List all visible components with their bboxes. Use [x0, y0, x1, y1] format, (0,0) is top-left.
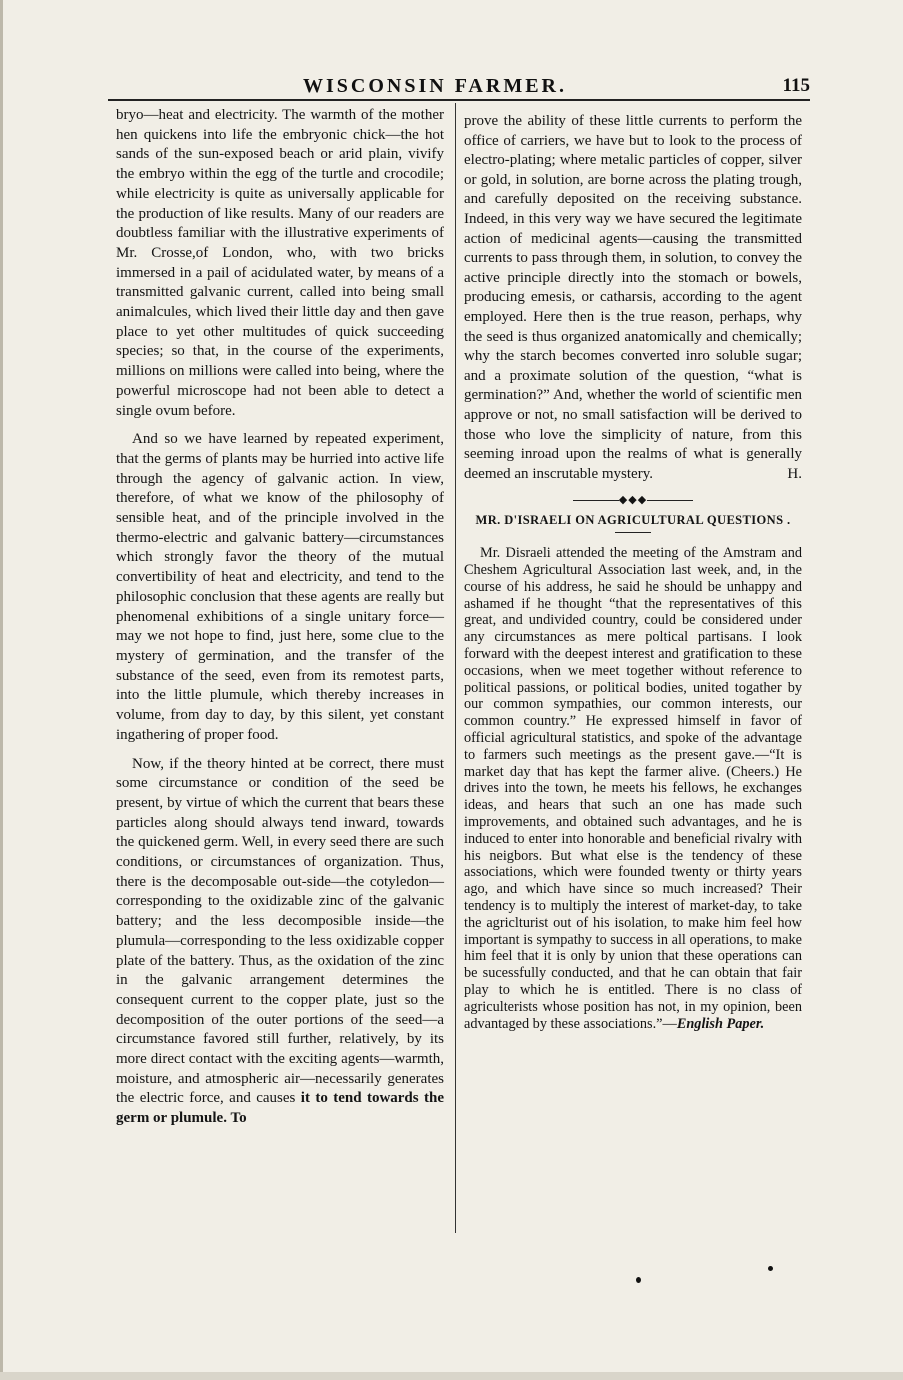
paragraph-last-line: inscrutable mystery.	[532, 465, 653, 482]
scan-edge	[0, 0, 3, 1380]
header-rule	[108, 99, 810, 101]
article-paragraph	[464, 545, 802, 1032]
article-paragraph: And so we have learned by repeated experiment, that the germs of plants may be hurried into active life through the agency of galvanic action. In view, therefore, of what we know of the philosophy of sensible heat, and of the principle involved in the thermo-electric and galvanic battery—circumstances which strongly favor the theory of the mutual convertibility of heat and electricity, and tend to the philosophic conclusion that these agents are really but phenomenal exhibitions of a single unitary force—may we not hope to find, just here, some clue to the mystery of germination, and the transfer of the substance of the seed, even from its remotest parts, into the little plumule, which thereby increases in volume, from day to day, by this silent, yet constant ingathering of proper food.	[116, 431, 444, 743]
ink-speck	[636, 1277, 641, 1283]
ornament-glyphs: ◆◆◆	[618, 494, 648, 507]
running-title: WISCONSIN FARMER.	[303, 75, 567, 97]
article-paragraph	[116, 755, 444, 1129]
paragraph-last-line: it to tend towards the germ or plumule. To	[116, 1090, 444, 1127]
article-paragraph	[464, 112, 802, 484]
ornament-rule	[573, 500, 619, 501]
ink-speck	[768, 1266, 773, 1271]
ornament-rule	[647, 500, 693, 501]
page-header	[108, 72, 810, 100]
article-heading: MR. D'ISRAELI ON AGRICULTURAL QUESTIONS .	[475, 513, 791, 528]
heading-rule	[615, 532, 651, 533]
left-column	[116, 106, 444, 1129]
scan-edge	[0, 1372, 903, 1380]
column-divider	[455, 103, 456, 1233]
paragraph-text: Now, if the theory hinted at be correct, there must some circumstance or condition of the seed be present, by virtue of which the current that bears these particles along should always tend inward, towards the quickened germ. Well, in every seed there are such conditions, or circumstances of organization. Thus, there is the decomposable out-side—the cotyledon—corresponding to the oxidizable zinc of the galvanic battery; and the less decomposible inside—the plumula—corresponding to the less oxidizable copper plate of the battery. Thus, as the oxidation of the zinc in the galvanic arrangement determines the consequent current to the copper plate, just so the decomposition of the outer portions of the seed—a circumstance favored still further, relatively, by its more direct contact with the exciting agents—warmth, moisture, and atmospheric air—necessarily generates the electric force, and causes	[116, 755, 444, 1107]
page-number: 115	[782, 75, 810, 96]
author-signature: H.	[787, 465, 802, 482]
section-ornament	[464, 494, 802, 506]
paragraph-text: Mr. Disraeli attended the meeting of the Amstram and Cheshem Agricultural Association last week, and, in the course of his address, he said he should be unhappy and ashamed if he thought “that the representatives of this great, and undivided country, could be considered under any circumstances as mere poltical partisans. I look forward with the deepest interest and gratification to these occasions, when we meet together without reference to political passions, or political bodies, united togather by our common sympathies, our common interests, our common country.” He expressed himself in favor of official agricultural statistics, and spoke of the advantage to farmers such meetings as the present gave.—“It is market day that has kept the farmer alive. (Cheers.) He drives into the town, he meets his fellows, he exchanges ideas, and hears that such an one has made such improvements, and obtained such advantages, and he is induced to enter into honorable and beneficial rivalry with his neigbors. But what else is the tendency of these associations, which were founded twenty or thirty years ago, and which have since so much increased? Their tendency is to multiply the interest of market-day, to take the agriclturist out of his isolation, to make him feel how important is sympathy to success in all operations, to make him feel that it is only by union that these operations can be sucessfully conducted, and that he can obtain that fair play to which he is entitled. There is no class of agriculterists whose position has not, in my opinion, been advantaged by these associations.”—	[464, 545, 802, 1032]
paragraph-text: prove the ability of these little currents to perform the office of carriers, we have but to look to the process of electro-plating; where metalic particles of copper, silver or gold, in solution, are borne across the plating trough, and carefully deposited on the receiving substance. Indeed, in this very way we have secured the legitimate action of medicinal agents—causing the transmitted currents to pass through them, in solution, to convey the active principle directly into the stomach or bowels, producing emesis, or catharsis, according to the agent employed. Here then is the true reason, perhaps, why the seed is thus organized anatomically and chemically; why the starch becomes converted inro soluble sugar; and a proximate solution of the question, “what is germination?” And, whether the world of scientific men approve or not, no small satisfaction will be derived to those who love the simplicity of nature, from this seeming inroad upon the realms of what is generally deemed an	[464, 113, 802, 482]
article-paragraph: bryo—heat and electricity. The warmth of the mother hen quickens into life the embryonic chick—the hot sands of the sun-exposed beach or arid plain, vivify the embryo within the egg of the turtle and crocodile; while electricity is quite as universally applicable for the production of like results. Many of our readers are doubtless familiar with the illustrative experiments of Mr. Crosse,of London, who, with two bricks immersed in a pail of acidulated water, by means of a transmitted galvanic current, called into being small animalcules, which lived their little day and then gave place to yet other multitudes of quick succeeding species; so that, in the course of the experiments, millions on millions were called into being, where the powerful microscope had not been able to detect a single ovum before.	[116, 107, 444, 419]
right-column	[464, 112, 802, 1032]
source-credit: English Paper.	[676, 1015, 765, 1032]
